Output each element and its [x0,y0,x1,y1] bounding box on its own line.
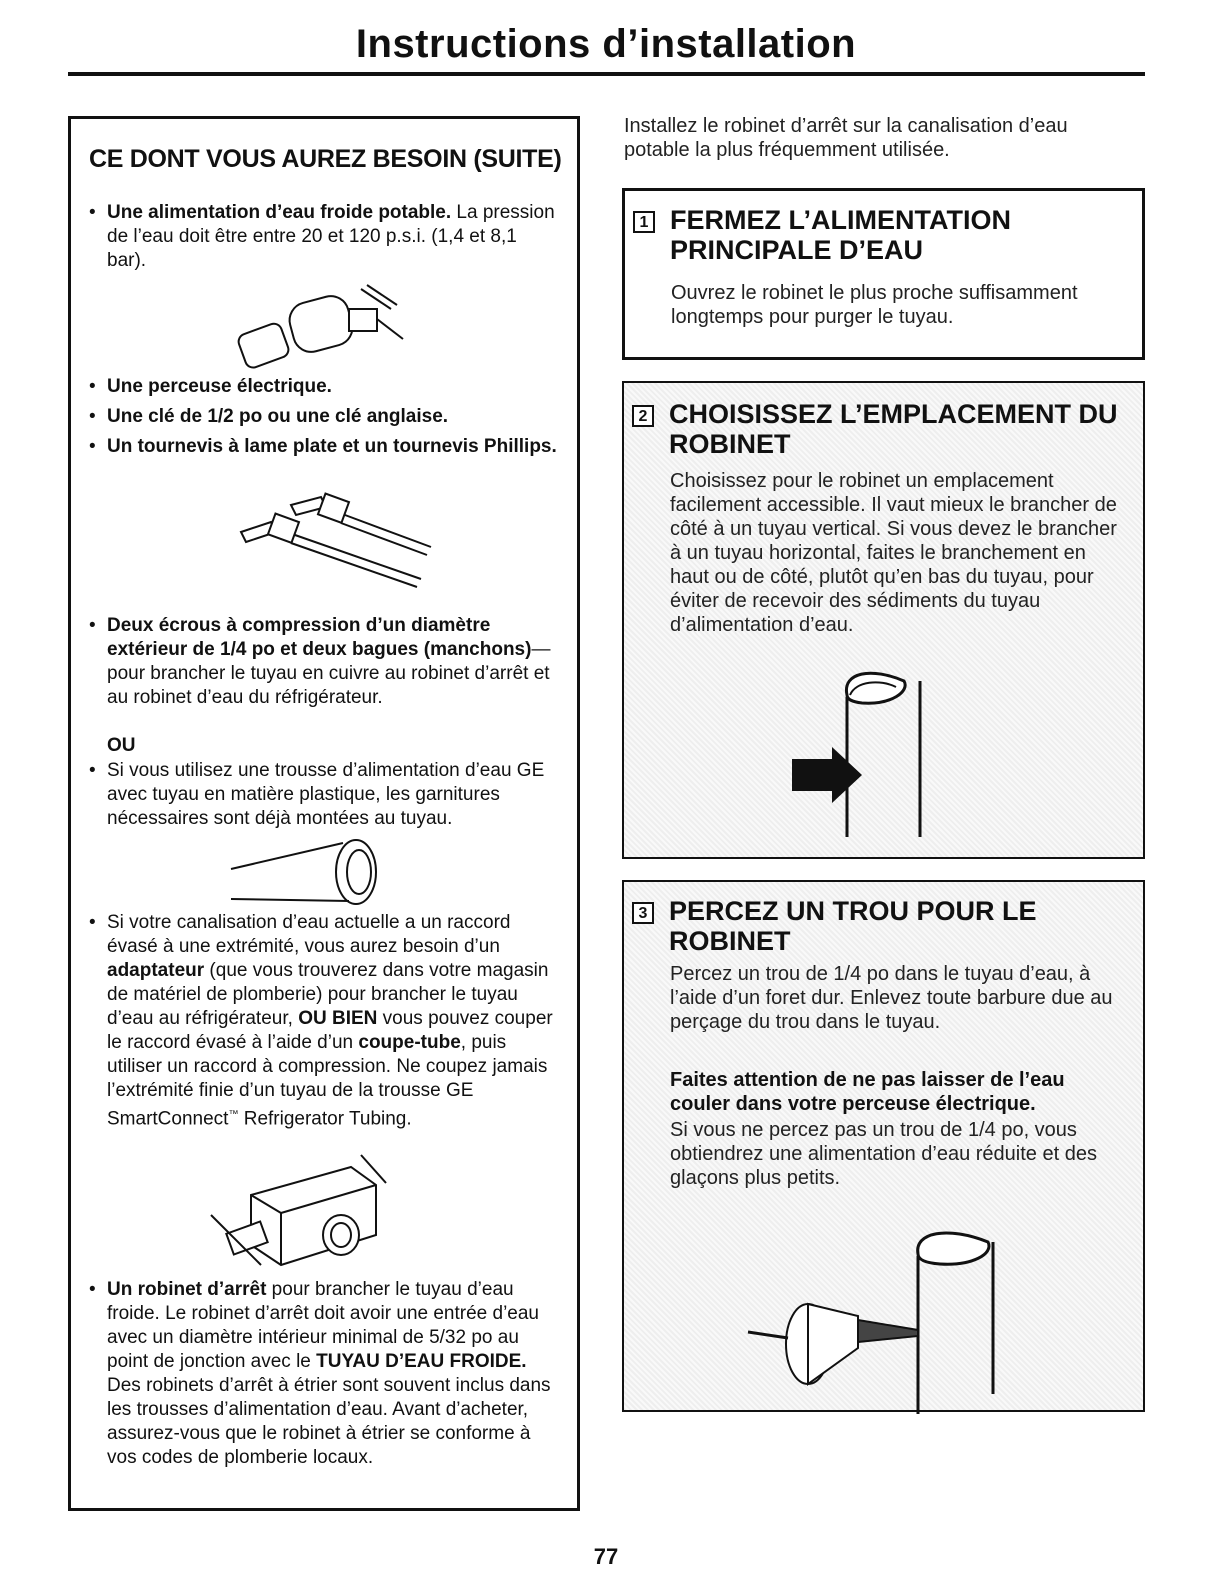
list-item: • Une alimentation d’eau froide potable. La pression de l’eau doit être entre 20 et 120 p.s.i. (1,4 et 8,1 bar). [89,202,555,271]
page-number: 77 [593,1544,619,1569]
supplies-panel [68,116,580,1511]
title-rule [68,72,1145,76]
step-body: Ouvrez le robinet le plus proche suffisamment longtemps pour purger le tuyau. [671,282,1078,328]
list-item: • Deux écrous à compression d’un diamètre extérieur de 1/4 po et deux bagues (manchons)—pour brancher le tuyau en cuivre au robinet d’arrêt et au robinet d’eau du réfrigérateur. [89,615,551,708]
list-item: • Si vous utilisez une trousse d’alimentation d’eau GE avec tuyau en matière plastique, les garnitures nécessaires sont déjà montées au tuyau. [89,760,545,829]
intro-text: Installez le robinet d’arrêt sur la canalisation d’eau potable la plus fréquemment utilisée. [624,115,1068,161]
vertical-pipe-illustration [792,667,932,837]
list-item: • Une perceuse électrique. [89,376,332,397]
step-warning: Faites attention de ne pas laisser de l’eau couler dans votre perceuse électrique. [670,1069,1065,1115]
list-item: • Une clé de 1/2 po ou une clé anglaise. [89,406,449,427]
step-number-badge: 1 [633,211,655,233]
list-item: • Si votre canalisation d’eau actuelle a un raccord évasé à une extrémité, vous aurez besoin d’un adaptateur (que vous trouverez dans votre magasin de matériel de plomberie) pour brancher le tuyau d’eau au réfrigérateur, OU BIEN vous pouvez couper le raccord évasé à l’aide d’un coupe-tube, puis utiliser un raccord à compression. Ne coupez jamais l’extrémité finie d’un tuyau de la trousse GE SmartConnect™ Refrigerator Tubing. [89,912,553,1130]
item-bold: Une alimentation d’eau froide potable. [107,202,452,223]
drilling-pipe-illustration [748,1224,998,1414]
step-title: PERCEZ UN TROU POUR LE ROBINET [669,896,1037,956]
supplies-heading: CE DONT VOUS AUREZ BESOIN (SUITE) [89,145,562,173]
tube-illustration [231,837,381,917]
step-title: CHOISISSEZ L’EMPLACEMENT DU ROBINET [669,399,1118,459]
shutoff-valve-illustration [211,1155,401,1285]
screwdriver-illustration [231,497,431,587]
item-text: La pression de l’eau doit être entre 20 et 120 p.s.i. (1,4 et 8,1 bar). [107,202,555,271]
step-1-box [622,188,1145,360]
list-item: • Un tournevis à lame plate et un tournevis Phillips. [89,436,557,457]
list-item: • Un robinet d’arrêt pour brancher le tuyau d’eau froide. Le robinet d’arrêt doit avoir une entrée d’eau avec un diamètre intérieur minimal de 5/32 po au point de jonction avec le TUYAU D’EAU FROIDE. Des robinets d’arrêt à étrier sont souvent inclus dans les trousses d’alimentation d’eau. Avant d’acheter, assurez-vous que le robinet à étrier se conforme à vos codes de plomberie locaux. [89,1279,551,1468]
drill-illustration [231,279,411,379]
or-label: OU [107,735,136,756]
step-number-badge: 3 [632,902,654,924]
step-3-box [622,880,1145,1412]
step-note: Si vous ne percez pas un trou de 1/4 po, vous obtiendrez une alimentation d’eau réduite et des glaçons plus petits. [670,1119,1097,1189]
step-2-box [622,381,1145,859]
page-title: Instructions d’installation [355,22,857,66]
step-number-badge: 2 [632,405,654,427]
step-body: Choisissez pour le robinet un emplacement facilement accessible. Il vaut mieux le brancher de côté à un tuyau vertical. Si vous devez le brancher à un tuyau horizontal, faites le branchement en haut ou de côté, plutôt qu’en bas du tuyau, pour éviter de recevoir des sédiments du tuyau d’alimentation d’eau. [670,470,1117,636]
step-title: FERMEZ L’ALIMENTATION PRINCIPALE D’EAU [670,205,1011,265]
step-body: Percez un trou de 1/4 po dans le tuyau d’eau, à l’aide d’un foret dur. Enlevez toute barbure due au perçage du trou dans le tuyau. [670,963,1113,1033]
